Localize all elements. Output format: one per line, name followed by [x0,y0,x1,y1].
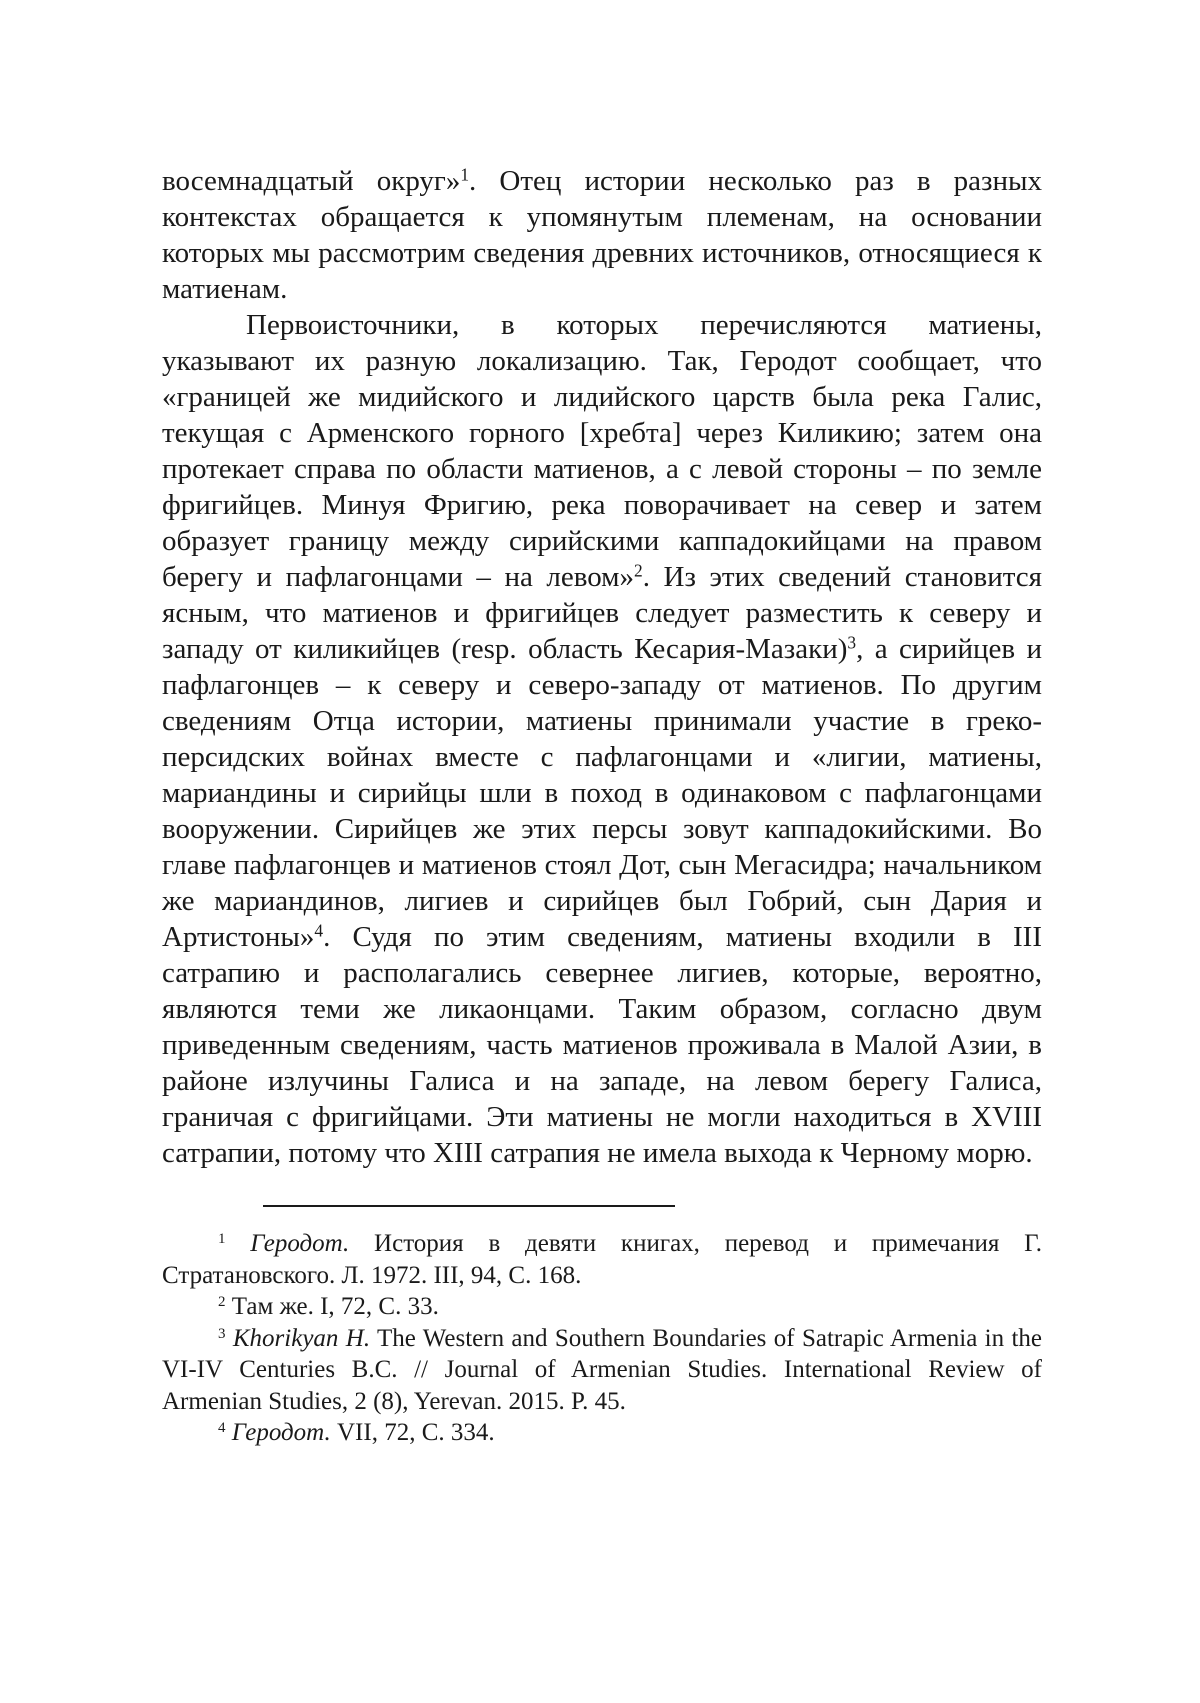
footnote-4 [162,1417,1042,1449]
paragraph-2 [162,307,1042,1171]
footnote-1 [162,1228,1042,1291]
footnote-number: 1 [218,1231,226,1247]
footnote-ref-4[interactable]: 4 [314,920,323,940]
text-segment: , а сирийцев и пафлагонцев – к северу и северо-западу от матиенов. По другим сведениям Отца истории, матиены принимали участие в греко-персидских войнах вместе с пафлагонцами и «лигии, матиены, мариандины и сирийцы шли в поход в одинаковом с пафлагонцами вооружении. Сирийцев же этих персы зовут каппадокийскими. Во главе пафлагонцев и матиенов стоял Дот, сын Мегасидра; начальником же мариандинов, лигиев и сирийцев был Гобрий, сын Дария и Артистоны» [162,633,1042,953]
footnote-author: Khorikyan H. [233,1325,370,1352]
text-segment: Первоисточники, в которых перечисляются матиены, указывают их разную локализацию. Так, Геродот сообщает, что «границей же мидийского и лидийского царств была река Галис, текущая с Арменского горного [хребта] через Киликию; затем она протекает справа по области матиенов, а с левой стороны – по земле фригийцев. Минуя Фригию, река поворачивает на север и затем образует границу между сирийскими каппадокийцами на правом берегу и пафлагонцами – на левом» [162,309,1042,593]
footnote-divider [263,1205,675,1207]
footnote-text: История в девяти книгах, перевод и примечания Г. Стратановского. Л. 1972. III, 94, С. 168. [162,1230,1042,1289]
footnote-ref-1[interactable]: 1 [460,164,469,184]
main-text [162,163,1042,1171]
footnote-ref-3[interactable]: 3 [847,632,856,652]
footnote-number: 3 [218,1325,226,1341]
text-segment: . Судя по этим сведениям, матиены входили в III сатрапию и располагались севернее лигиев, которые, вероятно, являются теми же ликаонцами. Таким образом, согласно двум приведенным сведениям, часть матиенов проживала в Малой Азии, в районе излучины Галиса и на западе, на левом берегу Галиса, граничая с фригийцами. Эти матиены не могли находиться в XVIII сатрапии, потому что XIII сатрапия не имела выхода к Черному морю. [162,921,1042,1169]
paragraph-1 [162,163,1042,307]
footnote-text: Там же. I, 72, С. 33. [226,1293,439,1320]
footnote-text: The Western and Southern Boundaries of Satrapic Armenia in the VI-IV Centuries B.C. // Journal of Armenian Studies. International Review of Armenian Studies, 2 (8), Yerevan. 2015. P. 45. [162,1325,1042,1415]
text-segment: восемнадцатый округ» [162,165,460,197]
footnote-author: Геродот. [250,1230,349,1257]
footnote-2 [162,1291,1042,1323]
footnote-author: Геродот. [232,1419,331,1446]
document-page [162,163,1042,1449]
footnote-number: 2 [218,1294,226,1310]
footnote-number: 4 [218,1420,226,1436]
footnote-ref-2[interactable]: 2 [634,560,643,580]
text-segment: . Отец истории несколько раз в разных контекстах обращается к упомянутым племенам, на основании которых мы рассмотрим сведения древних источников, относящиеся к матиенам. [162,165,1042,305]
footnotes [162,1228,1042,1449]
text-segment: . Из этих сведений становится ясным, что матиенов и фригийцев следует разместить к северу и западу от киликийцев (resp. область Кесария-Мазаки) [162,561,1042,665]
footnote-text: VII, 72, С. 334. [331,1419,495,1446]
footnote-3 [162,1323,1042,1418]
